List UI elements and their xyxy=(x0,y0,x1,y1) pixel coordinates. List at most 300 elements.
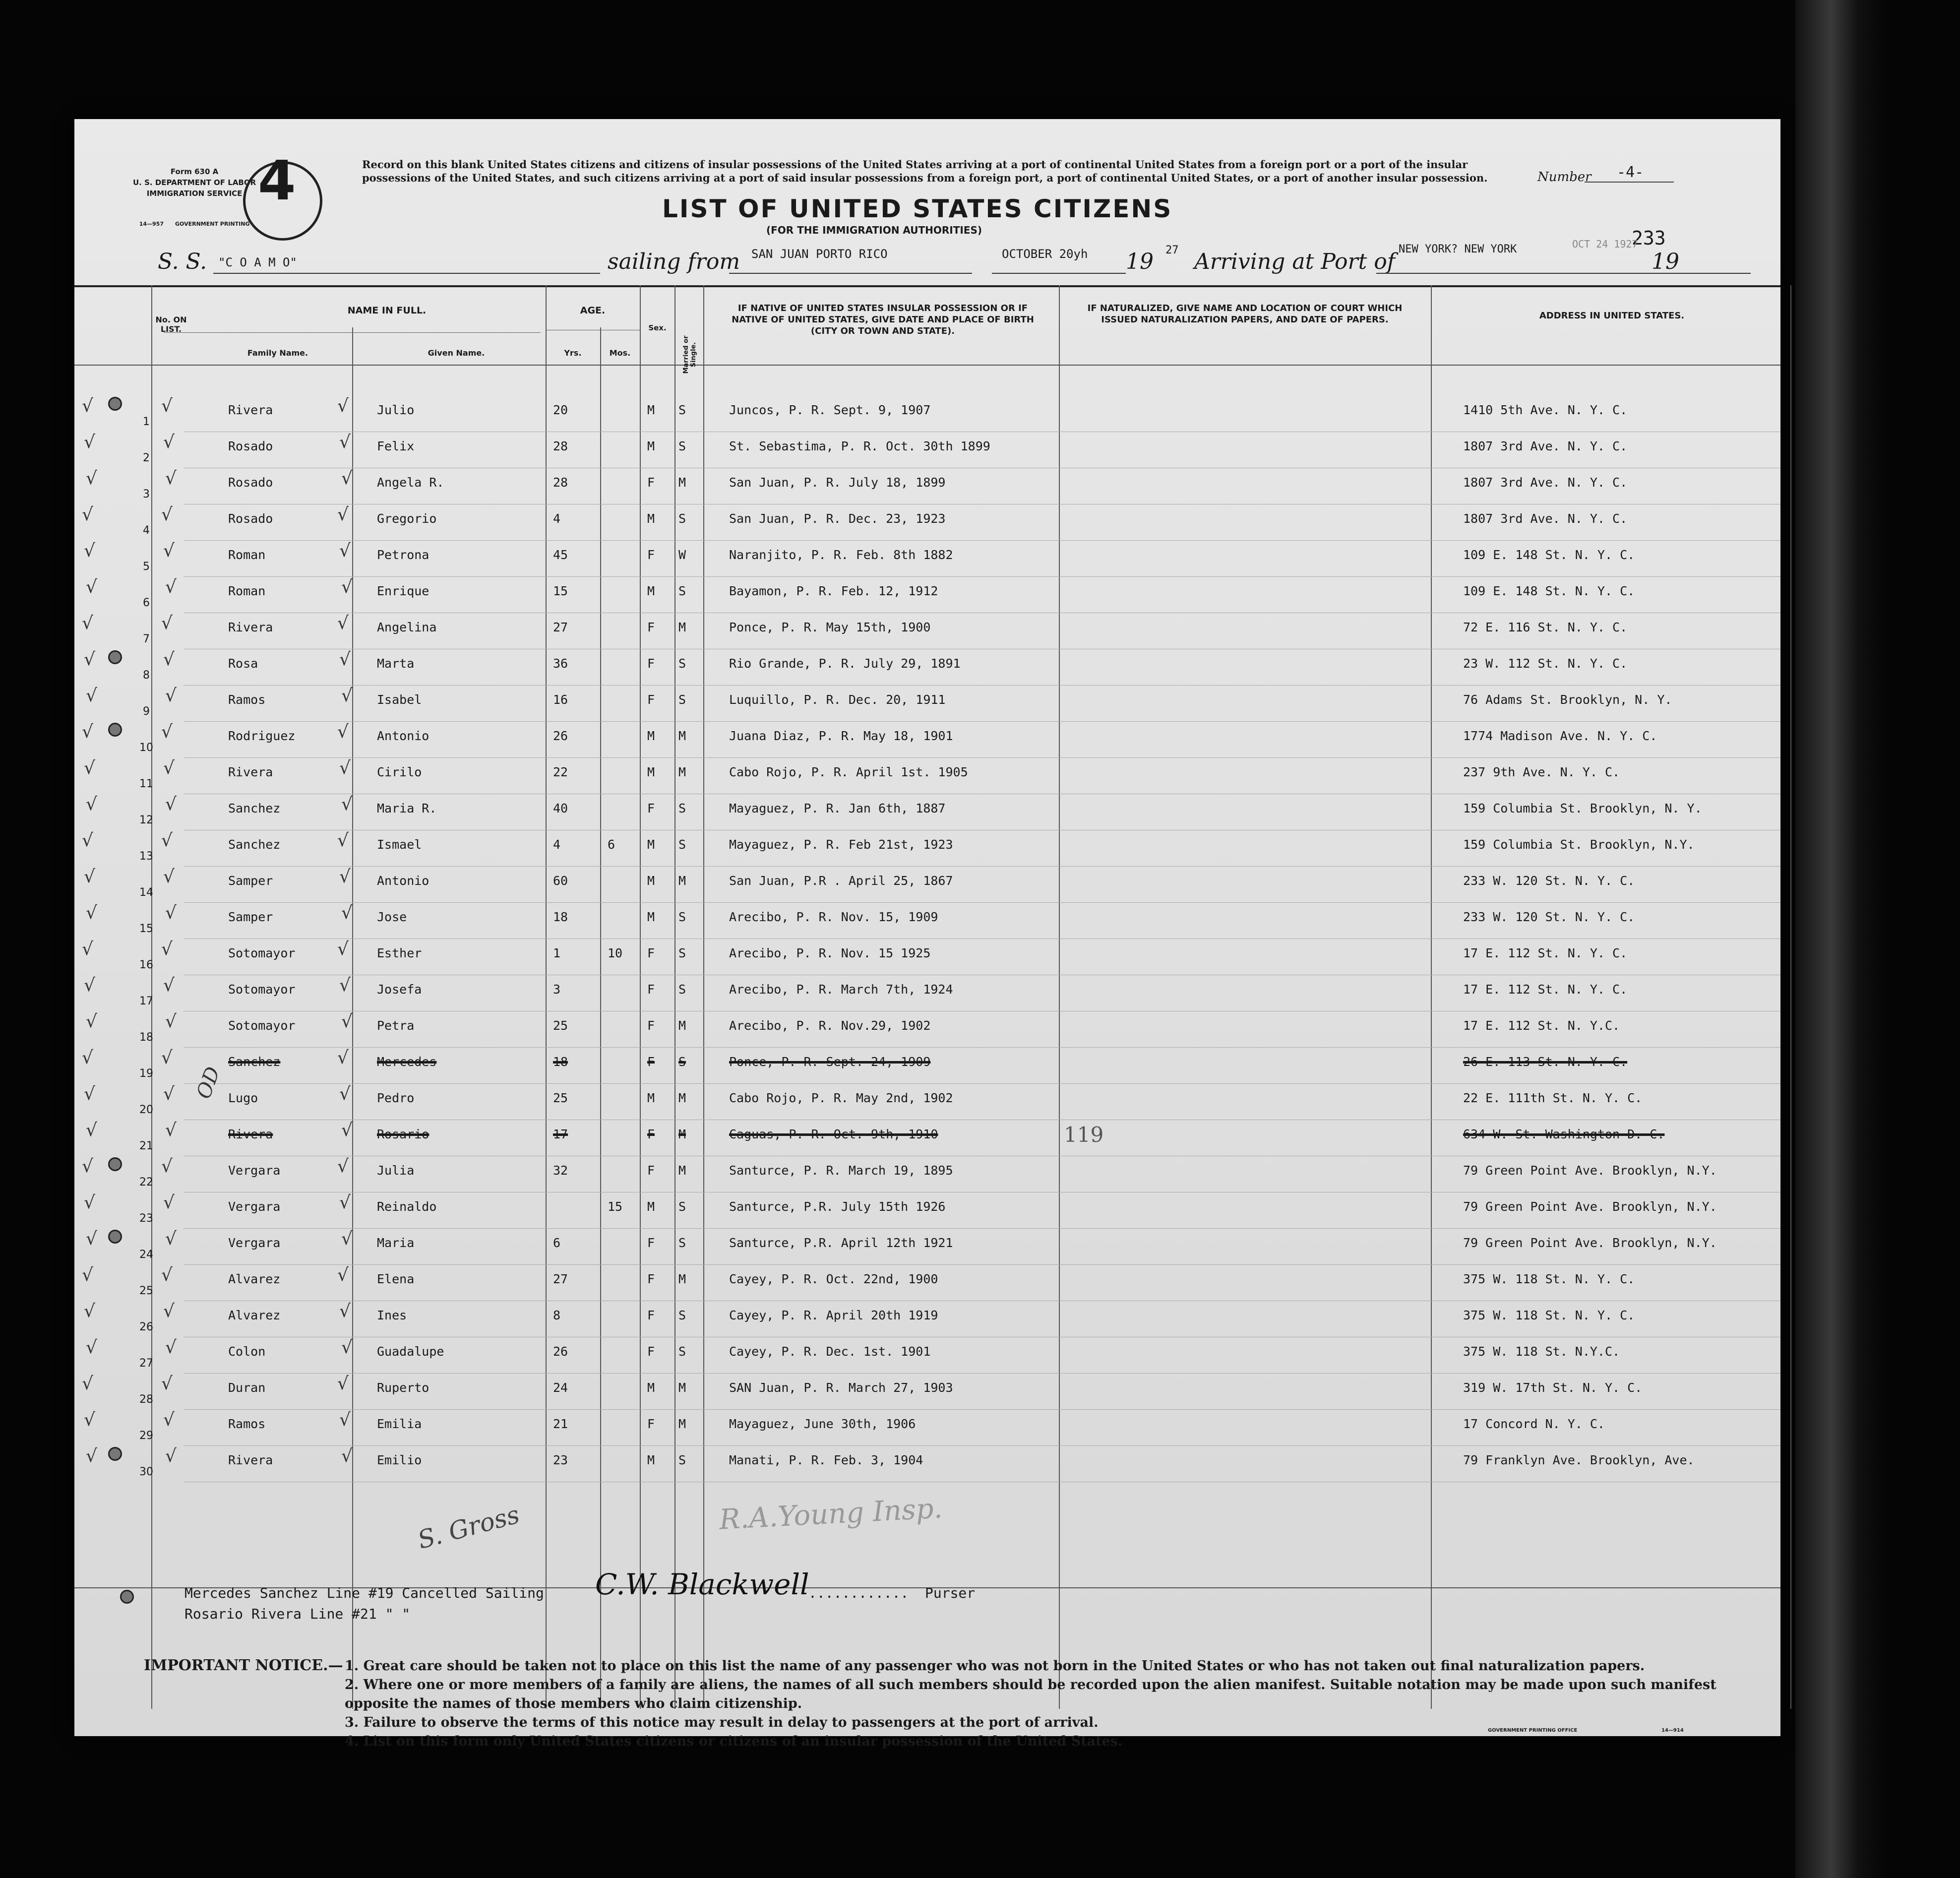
col-header-yrs: Yrs. xyxy=(564,348,582,358)
cell-given: Angelina xyxy=(377,620,437,634)
cell-family: Vergara xyxy=(228,1236,281,1250)
cell-status: S xyxy=(678,1055,686,1069)
cell-status: S xyxy=(678,801,686,815)
cell-status: S xyxy=(678,656,686,671)
cell-status: M xyxy=(678,1380,686,1395)
col-header-no: No. ON LIST. xyxy=(155,315,187,334)
check-mark-icon: √ xyxy=(341,1120,353,1140)
form-line: Form 630 A xyxy=(170,167,219,176)
cell-yrs: 1 xyxy=(553,946,561,960)
check-mark-icon: √ xyxy=(341,1446,353,1466)
check-mark-icon: √ xyxy=(163,541,175,561)
cell-yrs: 22 xyxy=(553,765,568,779)
row-rule xyxy=(184,902,1780,903)
check-mark-icon: √ xyxy=(161,396,173,416)
cell-family: Rosado xyxy=(228,511,273,526)
cell-birth: Cabo Rojo, P. R. April 1st. 1905 xyxy=(729,765,968,779)
check-mark-icon: √ xyxy=(82,722,93,742)
check-mark-icon: √ xyxy=(163,867,175,887)
check-mark-icon: √ xyxy=(163,1410,175,1430)
arrival-stamp: OCT 24 1927 xyxy=(1572,238,1638,250)
notice-item: 3. Failure to observe the terms of this notice may result in delay to passengers at the port of arrival. xyxy=(345,1715,1099,1730)
cell-yrs: 27 xyxy=(553,1272,568,1286)
cell-yrs: 3 xyxy=(553,982,561,997)
footer-code: 14—914 xyxy=(1661,1728,1684,1733)
cell-given: Antonio xyxy=(377,874,429,888)
cell-given: Ruperto xyxy=(377,1380,429,1395)
cell-address: 17 E. 112 St. N. Y. C. xyxy=(1463,982,1628,997)
cell-address: 23 W. 112 St. N. Y. C. xyxy=(1463,656,1628,671)
cell-family: Rosado xyxy=(228,475,273,490)
name-header-rule xyxy=(164,332,541,333)
check-mark-icon: √ xyxy=(84,432,95,452)
cell-family: Sanchez xyxy=(228,837,281,852)
cell-address: 17 Concord N. Y. C. xyxy=(1463,1417,1605,1431)
col-header-married: Married or Single. xyxy=(682,335,697,374)
notice-item: 1. Great care should be taken not to place on this list the name of any passenger who was not born in the United States or who has not taken out final naturalization papers. xyxy=(345,1658,1645,1674)
row-number: 13 xyxy=(139,850,153,863)
check-mark-icon: √ xyxy=(161,830,173,851)
cell-given: Jose xyxy=(377,910,407,924)
cell-address: 375 W. 118 St. N.Y.C. xyxy=(1463,1344,1620,1359)
cell-birth: St. Sebastima, P. R. Oct. 30th 1899 xyxy=(729,439,990,453)
cell-family: Ramos xyxy=(228,1417,266,1431)
page-subtitle: (FOR THE IMMIGRATION AUTHORITIES) xyxy=(766,224,982,236)
cell-yrs: 24 xyxy=(553,1380,568,1395)
cell-sex: M xyxy=(647,729,655,743)
cell-birth: Mayaguez, June 30th, 1906 xyxy=(729,1417,916,1431)
ship-name: "C O A M O" xyxy=(218,255,297,269)
column-rule xyxy=(640,285,641,1709)
cell-address: 375 W. 118 St. N. Y. C. xyxy=(1463,1308,1635,1322)
cell-yrs: 23 xyxy=(553,1453,568,1467)
scan-edge xyxy=(1795,0,1885,1878)
col-header-family: Family Name. xyxy=(247,348,308,358)
notice-title: IMPORTANT NOTICE.— xyxy=(144,1657,343,1674)
check-mark-icon: √ xyxy=(163,1084,175,1104)
cell-sex: F xyxy=(647,692,655,707)
col-header-sex: Sex. xyxy=(648,323,667,332)
cell-birth: Bayamon, P. R. Feb. 12, 1912 xyxy=(729,584,938,598)
cell-yrs: 18 xyxy=(553,910,568,924)
cell-address: 26 E. 113 St. N. Y. C. xyxy=(1463,1055,1628,1069)
check-mark-icon: √ xyxy=(341,903,353,923)
check-mark-icon: √ xyxy=(341,794,353,814)
cell-given: Petrona xyxy=(377,548,429,562)
cell-given: Ismael xyxy=(377,837,422,852)
check-mark-icon: √ xyxy=(84,1084,95,1104)
cell-sex: M xyxy=(647,837,655,852)
form-line: IMMIGRATION SERVICE xyxy=(146,189,243,198)
col-header-given: Given Name. xyxy=(428,348,485,358)
check-mark-icon: √ xyxy=(337,830,349,851)
cell-mos: 10 xyxy=(608,946,623,960)
cell-yrs: 18 xyxy=(553,1055,568,1069)
number-label: Number xyxy=(1537,170,1592,185)
cell-address: 79 Green Point Ave. Brooklyn, N.Y. xyxy=(1463,1236,1717,1250)
row-number: 5 xyxy=(143,561,150,573)
check-mark-icon: √ xyxy=(165,468,177,489)
check-mark-icon: √ xyxy=(86,577,97,597)
cell-status: S xyxy=(678,403,686,417)
col-header-mos: Mos. xyxy=(609,348,631,358)
cell-birth: Caguas, P. R. Oct. 9th, 1910 xyxy=(729,1127,938,1141)
check-mark-icon: √ xyxy=(161,1265,173,1285)
cell-sex: F xyxy=(647,620,655,634)
cell-address: 109 E. 148 St. N. Y. C. xyxy=(1463,548,1635,562)
cell-mos: 6 xyxy=(608,837,615,852)
col-header-naturalized: IF NATURALIZED, GIVE NAME AND LOCATION OF COURT WHICH ISSUED NATURALIZATION PAPERS, AND DATE OF PAPERS. xyxy=(1087,303,1403,325)
cell-sex: M xyxy=(647,439,655,453)
check-mark-icon: √ xyxy=(339,649,351,670)
row-number: 30 xyxy=(139,1466,153,1478)
arriving-label: Arriving at Port of xyxy=(1194,249,1396,274)
cell-birth: Cabo Rojo, P. R. May 2nd, 1902 xyxy=(729,1091,953,1105)
check-mark-icon: √ xyxy=(341,577,353,597)
cell-given: Julia xyxy=(377,1163,415,1178)
cell-sex: M xyxy=(647,874,655,888)
cell-address: 159 Columbia St. Brooklyn, N.Y. xyxy=(1463,837,1695,852)
table-header-rule xyxy=(74,365,1780,366)
cell-sex: M xyxy=(647,1380,655,1395)
row-number: 6 xyxy=(143,597,150,609)
check-mark-icon: √ xyxy=(161,722,173,742)
check-mark-icon: √ xyxy=(163,758,175,778)
cell-given: Felix xyxy=(377,439,415,453)
cell-given: Isabel xyxy=(377,692,422,707)
cell-given: Emilia xyxy=(377,1417,422,1431)
cell-given: Mercedes xyxy=(377,1055,437,1069)
cell-birth: Juana Diaz, P. R. May 18, 1901 xyxy=(729,729,953,743)
cell-family: Samper xyxy=(228,910,273,924)
number-underline xyxy=(1585,182,1674,183)
cell-address: 79 Green Point Ave. Brooklyn, N.Y. xyxy=(1463,1163,1717,1178)
cell-given: Enrique xyxy=(377,584,429,598)
cell-status: S xyxy=(678,1236,686,1250)
cell-yrs: 4 xyxy=(553,511,561,526)
check-mark-icon: √ xyxy=(82,939,93,959)
cell-yrs: 26 xyxy=(553,1344,568,1359)
cell-status: S xyxy=(678,439,686,453)
check-mark-icon: √ xyxy=(339,1301,351,1321)
cell-family: Rodriguez xyxy=(228,729,296,743)
check-mark-icon: √ xyxy=(337,1374,349,1394)
cell-address: 1807 3rd Ave. N. Y. C. xyxy=(1463,439,1628,453)
column-rule xyxy=(703,285,704,1709)
check-mark-icon: √ xyxy=(84,541,95,561)
cell-address: 17 E. 112 St. N. Y.C. xyxy=(1463,1018,1620,1033)
cell-status: M xyxy=(678,1417,686,1431)
column-rule xyxy=(1059,285,1060,1709)
cell-birth: Santurce, P.R. July 15th 1926 xyxy=(729,1199,946,1214)
cell-sex: F xyxy=(647,801,655,815)
cell-sex: M xyxy=(647,910,655,924)
check-mark-icon: √ xyxy=(84,1301,95,1321)
cell-yrs: 4 xyxy=(553,837,561,852)
check-mark-icon: √ xyxy=(337,396,349,416)
check-mark-icon: √ xyxy=(163,975,175,996)
cell-family: Rivera xyxy=(228,1127,273,1141)
cell-family: Sotomayor xyxy=(228,1018,296,1033)
cell-family: Rivera xyxy=(228,620,273,634)
purser-dots: ............ xyxy=(808,1585,909,1601)
check-mark-icon: √ xyxy=(82,1265,93,1285)
cell-family: Vergara xyxy=(228,1199,281,1214)
row-number: 27 xyxy=(139,1357,153,1370)
cell-sex: F xyxy=(647,982,655,997)
arrival-year-line xyxy=(1686,273,1751,274)
cell-sex: F xyxy=(647,548,655,562)
cell-birth: SAN Juan, P. R. March 27, 1903 xyxy=(729,1380,953,1395)
cell-status: M xyxy=(678,1091,686,1105)
cell-sex: F xyxy=(647,946,655,960)
cell-status: S xyxy=(678,584,686,598)
cell-sex: F xyxy=(647,656,655,671)
cell-status: S xyxy=(678,1344,686,1359)
check-mark-icon: √ xyxy=(161,1048,173,1068)
cell-status: S xyxy=(678,837,686,852)
table-top-rule xyxy=(74,285,1780,287)
cell-yrs: 25 xyxy=(553,1018,568,1033)
form-code: 14—957 xyxy=(139,221,164,227)
column-rule xyxy=(674,285,675,1709)
check-mark-icon: √ xyxy=(86,468,97,489)
row-rule xyxy=(184,1409,1780,1410)
check-mark-icon: √ xyxy=(165,686,177,706)
cell-family: Samper xyxy=(228,874,273,888)
check-mark-icon: √ xyxy=(165,1011,177,1032)
check-mark-icon: √ xyxy=(82,1048,93,1068)
check-mark-icon: √ xyxy=(337,504,349,525)
cell-birth: Rio Grande, P. R. July 29, 1891 xyxy=(729,656,961,671)
row-rule xyxy=(184,866,1780,867)
cell-yrs: 25 xyxy=(553,1091,568,1105)
cell-sex: M xyxy=(647,584,655,598)
cell-status: M xyxy=(678,1127,686,1141)
check-mark-icon: √ xyxy=(341,1229,353,1249)
cell-family: Sotomayor xyxy=(228,982,296,997)
cell-birth: Santurce, P. R. March 19, 1895 xyxy=(729,1163,953,1178)
page-title: LIST OF UNITED STATES CITIZENS xyxy=(662,194,1173,223)
cell-birth: Naranjito, P. R. Feb. 8th 1882 xyxy=(729,548,953,562)
check-mark-icon: √ xyxy=(82,830,93,851)
row-number: 21 xyxy=(139,1140,153,1152)
row-number: 2 xyxy=(143,452,150,464)
cell-sex: F xyxy=(647,1308,655,1322)
cell-given: Elena xyxy=(377,1272,415,1286)
cell-sex: M xyxy=(647,403,655,417)
row-number: 4 xyxy=(143,524,150,537)
cell-yrs: 32 xyxy=(553,1163,568,1178)
purser-label: Purser xyxy=(925,1585,976,1601)
check-mark-icon: √ xyxy=(163,432,175,452)
cell-given: Angela R. xyxy=(377,475,444,490)
cell-yrs: 21 xyxy=(553,1417,568,1431)
column-rule xyxy=(600,327,601,1709)
cell-birth: Juncos, P. R. Sept. 9, 1907 xyxy=(729,403,931,417)
year-prefix: 19 xyxy=(1126,249,1154,274)
col-header-age: AGE. xyxy=(580,305,606,316)
cell-status: M xyxy=(678,874,686,888)
row-number: 25 xyxy=(139,1285,153,1297)
check-mark-icon: √ xyxy=(337,1048,349,1068)
check-mark-icon: √ xyxy=(82,613,93,633)
cell-address: 22 E. 111th St. N. Y. C. xyxy=(1463,1091,1643,1105)
check-mark-icon: √ xyxy=(82,1374,93,1394)
check-mark-icon: √ xyxy=(339,1192,351,1213)
cell-address: 1774 Madison Ave. N. Y. C. xyxy=(1463,729,1657,743)
notice-item: 4. List on this form only United States citizens or citizens of an insular possession of the United States. xyxy=(345,1734,1123,1749)
row-number: 24 xyxy=(139,1249,153,1261)
cell-address: 72 E. 116 St. N. Y. C. xyxy=(1463,620,1628,634)
number-value: -4- xyxy=(1617,164,1644,181)
column-rule xyxy=(1431,285,1432,1709)
check-mark-icon: √ xyxy=(337,1156,349,1177)
cell-family: Roman xyxy=(228,584,266,598)
cell-given: Gregorio xyxy=(377,511,437,526)
cell-sex: M xyxy=(647,1091,655,1105)
cell-status: S xyxy=(678,946,686,960)
cell-given: Marta xyxy=(377,656,415,671)
check-mark-icon: √ xyxy=(163,1192,175,1213)
check-mark-icon: √ xyxy=(86,1337,97,1358)
cell-family: Alvarez xyxy=(228,1272,281,1286)
col-header-name: NAME IN FULL. xyxy=(347,305,427,316)
col-header-birth: IF NATIVE OF UNITED STATES INSULAR POSSESSION OR IF NATIVE OF UNITED STATES, GIVE DATE AND PLACE OF BIRTH (CITY OR TOWN AND STATE). xyxy=(732,303,1034,336)
cell-family: Alvarez xyxy=(228,1308,281,1322)
cell-family: Lugo xyxy=(228,1091,258,1105)
cell-yrs: 6 xyxy=(553,1236,561,1250)
check-mark-icon: √ xyxy=(339,975,351,996)
check-mark-icon: √ xyxy=(86,686,97,706)
cell-sex: F xyxy=(647,1018,655,1033)
check-mark-icon: √ xyxy=(84,649,95,670)
check-mark-icon: √ xyxy=(86,1446,97,1466)
cell-status: S xyxy=(678,982,686,997)
check-mark-icon: √ xyxy=(341,468,353,489)
cell-given: Maria xyxy=(377,1236,415,1250)
cell-family: Vergara xyxy=(228,1163,281,1178)
cell-family: Duran xyxy=(228,1380,266,1395)
row-number: 22 xyxy=(139,1176,153,1189)
cell-sex: F xyxy=(647,1055,655,1069)
row-rule xyxy=(184,540,1780,541)
cell-address: 634 W. St. Washington D. C. xyxy=(1463,1127,1665,1141)
check-mark-icon: √ xyxy=(82,504,93,525)
sailing-label: sailing from xyxy=(608,249,740,274)
check-mark-icon: √ xyxy=(86,1229,97,1249)
cell-sex: F xyxy=(647,1127,655,1141)
ship-name-line xyxy=(213,273,600,274)
check-mark-icon: √ xyxy=(84,975,95,996)
check-mark-icon: √ xyxy=(339,541,351,561)
cell-given: Esther xyxy=(377,946,422,960)
cell-address: 17 E. 112 St. N. Y. C. xyxy=(1463,946,1628,960)
cell-yrs: 8 xyxy=(553,1308,561,1322)
cell-yrs: 40 xyxy=(553,801,568,815)
row-rule xyxy=(184,1083,1780,1084)
cell-birth: Luquillo, P. R. Dec. 20, 1911 xyxy=(729,692,946,707)
check-mark-icon: √ xyxy=(84,867,95,887)
row-number: 14 xyxy=(139,886,153,899)
check-mark-icon: √ xyxy=(339,432,351,452)
row-rule xyxy=(184,1445,1780,1446)
ss-label: S. S. xyxy=(158,249,207,274)
row-number: 16 xyxy=(139,959,153,971)
cell-birth: San Juan, P. R. July 18, 1899 xyxy=(729,475,946,490)
cell-given: Ines xyxy=(377,1308,407,1322)
cell-family: Rivera xyxy=(228,403,273,417)
row-rule xyxy=(184,721,1780,722)
cell-birth: San Juan, P. R. Dec. 23, 1923 xyxy=(729,511,946,526)
check-mark-icon: √ xyxy=(161,1156,173,1177)
cell-sex: F xyxy=(647,1344,655,1359)
check-mark-icon: √ xyxy=(86,1120,97,1140)
list-number-handwritten: 4 xyxy=(258,149,296,212)
check-mark-icon: √ xyxy=(86,1011,97,1032)
check-mark-icon: √ xyxy=(161,504,173,525)
check-mark-icon: √ xyxy=(165,1120,177,1140)
row-number: 9 xyxy=(143,705,150,718)
check-mark-icon: √ xyxy=(163,1301,175,1321)
cancel-note-1: Mercedes Sanchez Line #19 Cancelled Sailing xyxy=(184,1585,544,1601)
sailing-date-line xyxy=(992,273,1126,274)
cell-given: Pedro xyxy=(377,1091,415,1105)
form-instructions: Record on this blank United States citizens and citizens of insular possessions of the United States arriving at a port of continental United States from a foreign port or a port of the insular possessions of the United States, and such citizens arriving at a port of said insular possessions from a foreign port, a port of continental United States, or a port of another insular possession. xyxy=(362,158,1488,184)
cell-sex: M xyxy=(647,765,655,779)
row-rule xyxy=(184,576,1780,577)
cell-family: Rosa xyxy=(228,656,258,671)
cell-birth: Ponce, P. R. May 15th, 1900 xyxy=(729,620,931,634)
cell-family: Rivera xyxy=(228,1453,273,1467)
col-header-address: ADDRESS IN UNITED STATES. xyxy=(1539,311,1685,321)
row-rule xyxy=(184,685,1780,686)
cell-given: Emilio xyxy=(377,1453,422,1467)
check-mark-icon: √ xyxy=(82,1156,93,1177)
cell-birth: Ponce, P. R. Sept. 24, 1909 xyxy=(729,1055,931,1069)
cell-birth: Cayey, P. R. Dec. 1st. 1901 xyxy=(729,1344,931,1359)
cell-yrs: 45 xyxy=(553,548,568,562)
cell-family: Sanchez xyxy=(228,801,281,815)
check-mark-icon: √ xyxy=(84,1410,95,1430)
row-number: 17 xyxy=(139,995,153,1007)
cell-given: Maria R. xyxy=(377,801,437,815)
cell-given: Josefa xyxy=(377,982,422,997)
cell-given: Julio xyxy=(377,403,415,417)
cell-status: M xyxy=(678,1018,686,1033)
check-mark-icon: √ xyxy=(161,939,173,959)
naturalized-note: 119 xyxy=(1064,1123,1104,1147)
row-number: 19 xyxy=(139,1067,153,1080)
sailing-date: OCTOBER 20yh xyxy=(1002,247,1088,261)
cancel-note-2: Rosario Rivera Line #21 " " xyxy=(184,1606,411,1622)
cell-status: M xyxy=(678,1163,686,1178)
cell-status: M xyxy=(678,620,686,634)
cell-birth: Arecibo, P. R. Nov. 15, 1909 xyxy=(729,910,938,924)
cell-family: Colon xyxy=(228,1344,266,1359)
check-mark-icon: √ xyxy=(165,577,177,597)
cell-yrs: 17 xyxy=(553,1127,568,1141)
check-mark-icon: √ xyxy=(337,613,349,633)
column-rule xyxy=(546,285,547,1709)
cell-sex: F xyxy=(647,1236,655,1250)
cell-birth: Cayey, P. R. Oct. 22nd, 1900 xyxy=(729,1272,938,1286)
cell-birth: Cayey, P. R. April 20th 1919 xyxy=(729,1308,938,1322)
check-mark-icon: √ xyxy=(337,1265,349,1285)
cell-status: M xyxy=(678,729,686,743)
inspector-signature: R.A.Young Insp. xyxy=(718,1492,943,1536)
punch-hole xyxy=(108,650,122,664)
